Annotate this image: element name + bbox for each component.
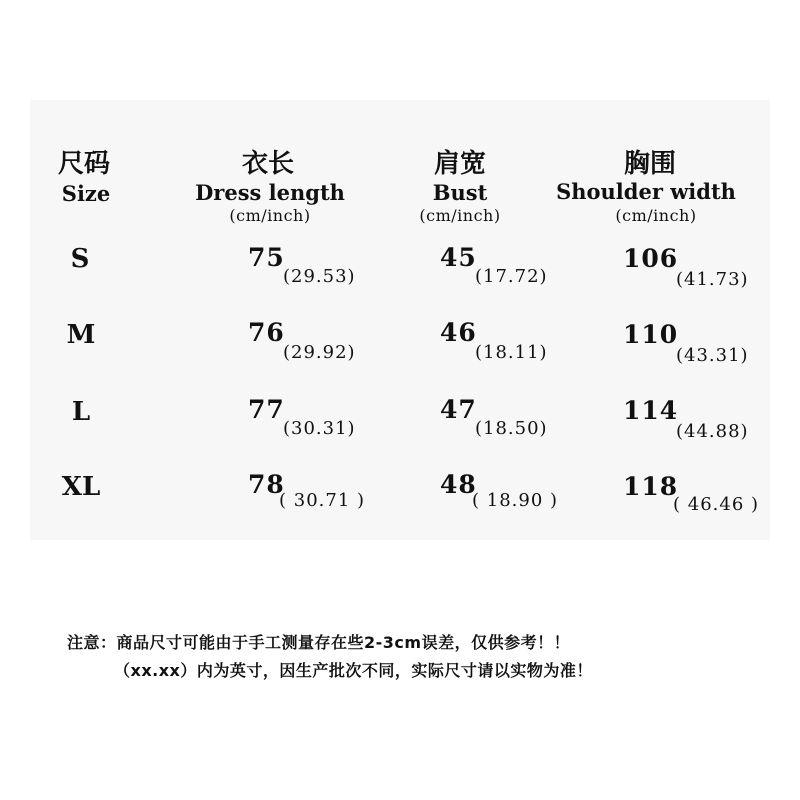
header-bust-unit: (cm/inch) (419, 206, 501, 225)
chest-inch-value: ( 46.46 ) (673, 494, 760, 515)
bust-inch-value: (18.50) (475, 418, 548, 439)
bust-cm-value: 48 (440, 470, 477, 499)
length-cm-value: 75 (248, 243, 285, 272)
length-cm-value: 76 (248, 318, 285, 347)
bust-inch-value: (17.72) (475, 266, 548, 287)
length-inch-value: (29.53) (283, 266, 356, 287)
header-chest-cn: 胸围 (623, 149, 677, 179)
length-cm-value: 77 (248, 395, 285, 424)
length-inch-value: (29.92) (283, 342, 356, 363)
chest-cm-value: 110 (623, 320, 679, 349)
header-chest-en: Shoulder width (556, 179, 736, 204)
chest-inch-value: (41.73) (676, 269, 749, 290)
size-label: L (71, 397, 91, 427)
header-length-cn: 衣长 (241, 149, 295, 179)
length-cm-value: 78 (248, 470, 285, 499)
size-label: S (70, 244, 90, 274)
header-length-en: Dress length (195, 180, 345, 205)
size-label: XL (61, 472, 101, 502)
bust-cm-value: 46 (440, 318, 477, 347)
header-length-unit: (cm/inch) (229, 206, 311, 225)
header-size-en: Size (61, 181, 111, 206)
bust-inch-value: ( 18.90 ) (472, 490, 559, 511)
chest-cm-value: 106 (623, 244, 679, 273)
length-inch-value: ( 30.71 ) (279, 490, 366, 511)
chest-cm-value: 114 (623, 396, 679, 425)
chest-inch-value: (44.88) (676, 421, 749, 442)
chest-cm-value: 118 (623, 472, 679, 501)
bust-cm-value: 47 (440, 395, 477, 424)
bust-cm-value: 45 (440, 243, 477, 272)
header-bust-cn: 肩宽 (433, 149, 487, 179)
bust-inch-value: (18.11) (475, 342, 548, 363)
header-bust-en: Bust (432, 180, 488, 205)
header-chest-unit: (cm/inch) (615, 206, 697, 225)
chest-inch-value: (43.31) (676, 345, 749, 366)
inch-note: （xx.xx）内为英寸，因生产批次不同，实际尺寸请以实物为准！ (114, 661, 593, 680)
measurement-note: 注意：商品尺寸可能由于手工测量存在些2-3cm误差，仅供参考！！ (67, 633, 571, 652)
length-inch-value: (30.31) (283, 418, 356, 439)
size-label: M (66, 320, 96, 350)
header-size-cn: 尺码 (57, 149, 111, 179)
